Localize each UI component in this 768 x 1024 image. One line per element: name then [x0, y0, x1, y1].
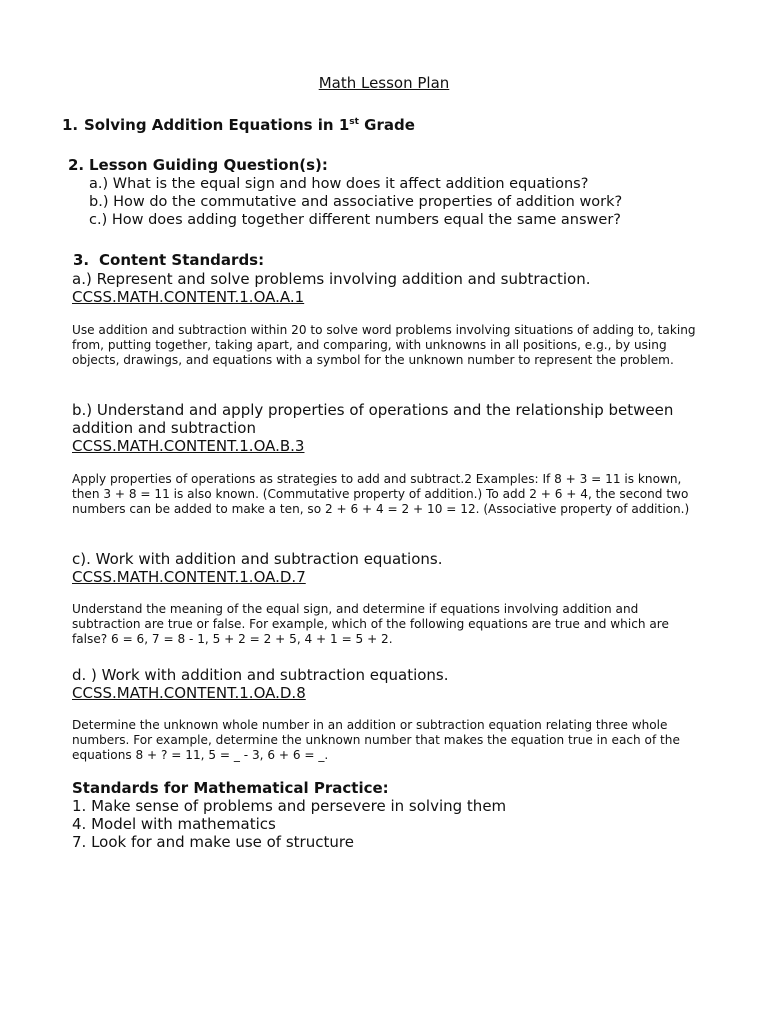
practice-heading: Standards for Mathematical Practice: [72, 779, 389, 797]
page-title: Math Lesson Plan [318, 74, 450, 92]
standard-b-code: CCSS.MATH.CONTENT.1.OA.B.3 [72, 437, 305, 455]
standard-c-label: c). Work with addition and subtraction equations. [72, 550, 443, 568]
standard-a-description: Use addition and subtraction within 20 to solve word problems involving situations of adding to, taking from, putting together, taking apart, and comparing, with unknowns in all positions, e.g., by using objects, drawings, and equations with a symbol for the unknown number to represent the problem. [72, 323, 696, 367]
guiding-question-c: c.) How does adding together different numbers equal the same answer? [89, 212, 621, 228]
standard-c-description: Understand the meaning of the equal sign, and determine if equations involving addition and subtraction are true or false. For example, which of the following equations are true and which are false? 6 = 6, 7 = 8 - 1, 5 + 2 = 2 + 5, 4 + 1 = 5 + 2. [72, 602, 669, 646]
section-2-number: 2. [68, 156, 85, 174]
standard-a-label: a.) Represent and solve problems involving addition and subtraction. [72, 270, 591, 288]
standard-c-code: CCSS.MATH.CONTENT.1.OA.D.7 [72, 568, 306, 586]
standard-b-description: Apply properties of operations as strategies to add and subtract.2 Examples: If 8 + 3 = 11 is known, then 3 + 8 = 11 is also known. (Commutative property of addition.) To add 2 + 6 + 4, the second two numbers can be added to make a ten, so 2 + 6 + 4 = 2 + 10 = 12. (Associative property of addition.) [72, 472, 690, 516]
standard-b-label: b.) Understand and apply properties of operations and the relationship between addition and subtraction [72, 401, 674, 437]
section-1-suffix: Grade [358, 116, 415, 134]
practice-item-4: 4. Model with mathematics [72, 815, 276, 833]
standard-d-description: Determine the unknown whole number in an addition or subtraction equation relating three whole numbers. For example, determine the unknown number that makes the equation true in each of the equations 8 + ? = 11, 5 = _ - 3, 6 + 6 = _. [72, 718, 680, 762]
section-1-heading [62, 116, 415, 134]
section-1-superscript: st [349, 117, 359, 127]
section-1-text: Solving Addition Equations in 1 [84, 116, 350, 134]
section-2-heading-text: Lesson Guiding Question(s): [89, 156, 328, 174]
standard-a-code: CCSS.MATH.CONTENT.1.OA.A.1 [72, 288, 305, 306]
standard-d-code: CCSS.MATH.CONTENT.1.OA.D.8 [72, 684, 306, 702]
guiding-question-b: b.) How do the commutative and associative properties of addition work? [89, 194, 623, 210]
section-2-heading [68, 156, 328, 174]
practice-item-7: 7. Look for and make use of structure [72, 833, 354, 851]
section-3-heading [73, 251, 264, 269]
guiding-question-a: a.) What is the equal sign and how does it affect addition equations? [89, 176, 589, 192]
standard-d-label: d. ) Work with addition and subtraction equations. [72, 666, 449, 684]
section-1-number: 1. [62, 116, 79, 134]
practice-item-1: 1. Make sense of problems and persevere in solving them [72, 797, 507, 815]
section-3-number: 3. [73, 251, 90, 269]
section-3-heading-text: Content Standards: [99, 251, 265, 269]
